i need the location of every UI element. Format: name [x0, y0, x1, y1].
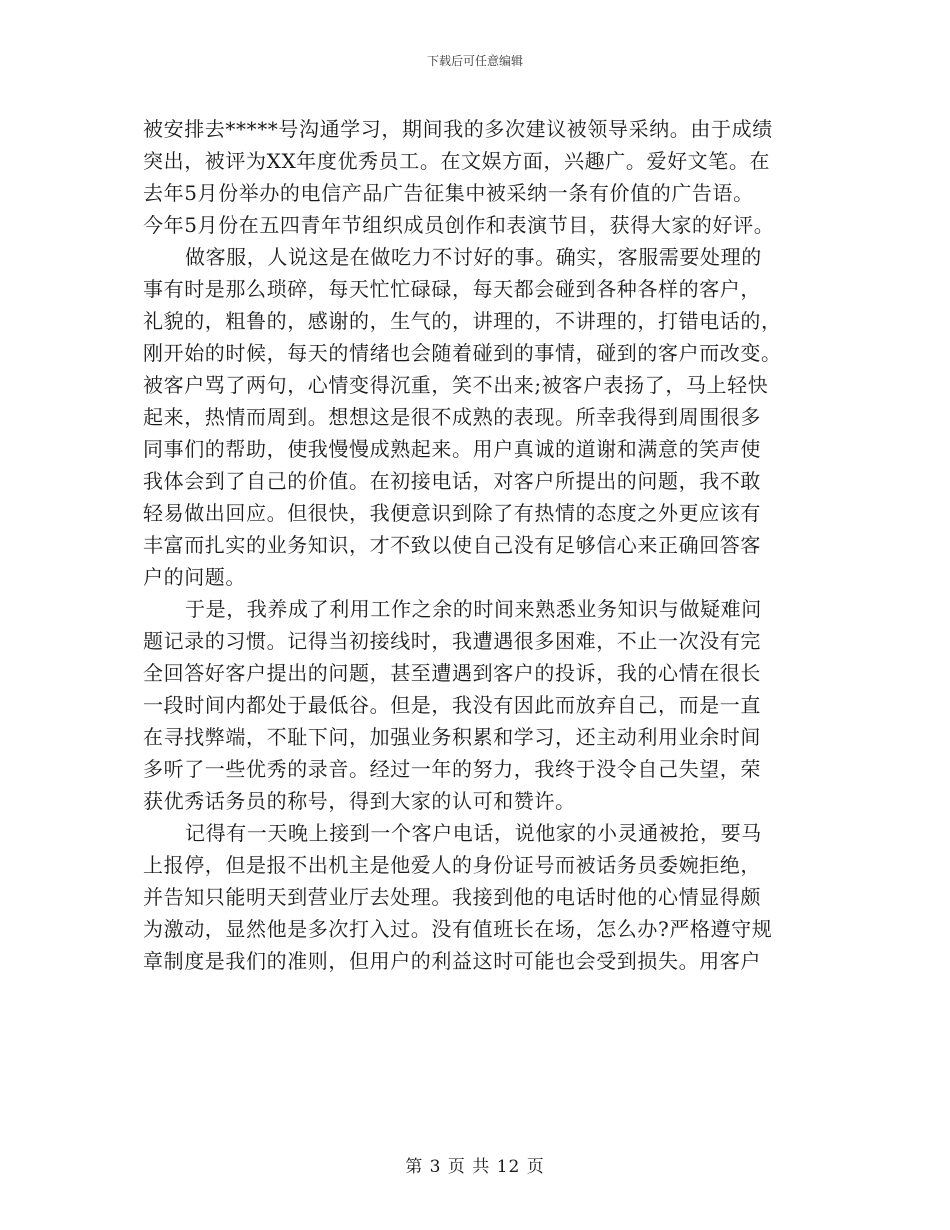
text-line: 题记录的习惯。记得当初接线时，我遭遇很多困难，不止一次没有完: [143, 629, 761, 653]
page-header: 下载后可任意编辑: [426, 54, 523, 68]
text-line: 为激动，显然他是多次打入过。没有值班长在场，怎么办?严格遵守规: [143, 917, 773, 941]
document-body: [143, 113, 808, 977]
paragraph: [143, 817, 808, 977]
page-number: 第 3 页 共 12 页: [405, 1157, 545, 1177]
text-line: 章制度是我们的准则，但用户的利益这时可能也会受到损失。用客户: [143, 949, 761, 973]
text-line: 记得有一天晚上接到一个客户电话，说他家的小灵通被抢，要马: [185, 821, 762, 845]
text-line: 做客服，人说这是在做吃力不讨好的事。确实，客服需要处理的: [185, 245, 762, 269]
text-line: 轻易做出回应。但很快，我便意识到除了有热情的态度之外更应该有: [143, 501, 761, 525]
text-line: 去年5月份举办的电信产品广告征集中被采纳一条有价值的广告语。: [143, 181, 754, 205]
text-line: 事有时是那么琐碎，每天忙忙碌碌，每天都会碰到各种各样的客户，: [143, 277, 761, 301]
text-line: 同事们的帮助，使我慢慢成熟起来。用户真诚的道谢和满意的笑声使: [143, 437, 761, 461]
text-line: 礼貌的，粗鲁的，感谢的，生气的，讲理的，不讲理的，打错电话的，: [143, 309, 782, 333]
text-line: 获优秀话务员的称号，得到大家的认可和赞许。: [143, 789, 576, 813]
text-line: 今年5月份在五四青年节组织成员创作和表演节目，获得大家的好评。: [143, 213, 775, 237]
text-line: 于是，我养成了利用工作之余的时间来熟悉业务知识与做疑难问: [185, 597, 762, 621]
paragraph: [143, 113, 808, 241]
paragraph: [143, 241, 808, 593]
text-line: 丰富而扎实的业务知识，才不致以使自己没有足够信心来正确回答客: [143, 533, 761, 557]
paragraph: [143, 593, 808, 817]
text-line: 户的问题。: [143, 565, 246, 589]
text-line: 突出，被评为XX年度优秀员工。在文娱方面，兴趣广。爱好文笔。在: [143, 149, 771, 173]
text-line: 在寻找弊端，不耻下问，加强业务积累和学习，还主动利用业余时间: [143, 725, 761, 749]
text-line: 多听了一些优秀的录音。经过一年的努力，我终于没令自己失望，荣: [143, 757, 761, 781]
text-line: 起来，热情而周到。想想这是很不成熟的表现。所幸我得到周围很多: [143, 405, 761, 429]
text-line: 被客户骂了两句，心情变得沉重，笑不出来;被客户表扬了，马上轻快: [143, 373, 769, 397]
text-line: 并告知只能明天到营业厅去处理。我接到他的电话时他的心情显得颇: [143, 885, 761, 909]
text-line: 一段时间内都处于最低谷。但是，我没有因此而放弃自己，而是一直: [143, 693, 761, 717]
text-line: 上报停，但是报不出机主是他爱人的身份证号而被话务员委婉拒绝，: [143, 853, 761, 877]
text-line: 刚开始的时候，每天的情绪也会随着碰到的事情，碰到的客户而改变。: [143, 341, 782, 365]
text-line: 被安排去*****号沟通学习，期间我的多次建议被领导采纳。由于成绩: [143, 117, 773, 141]
text-line: 全回答好客户提出的问题，甚至遭遇到客户的投诉，我的心情在很长: [143, 661, 761, 685]
text-line: 我体会到了自己的价值。在初接电话，对客户所提出的问题，我不敢: [143, 469, 761, 493]
